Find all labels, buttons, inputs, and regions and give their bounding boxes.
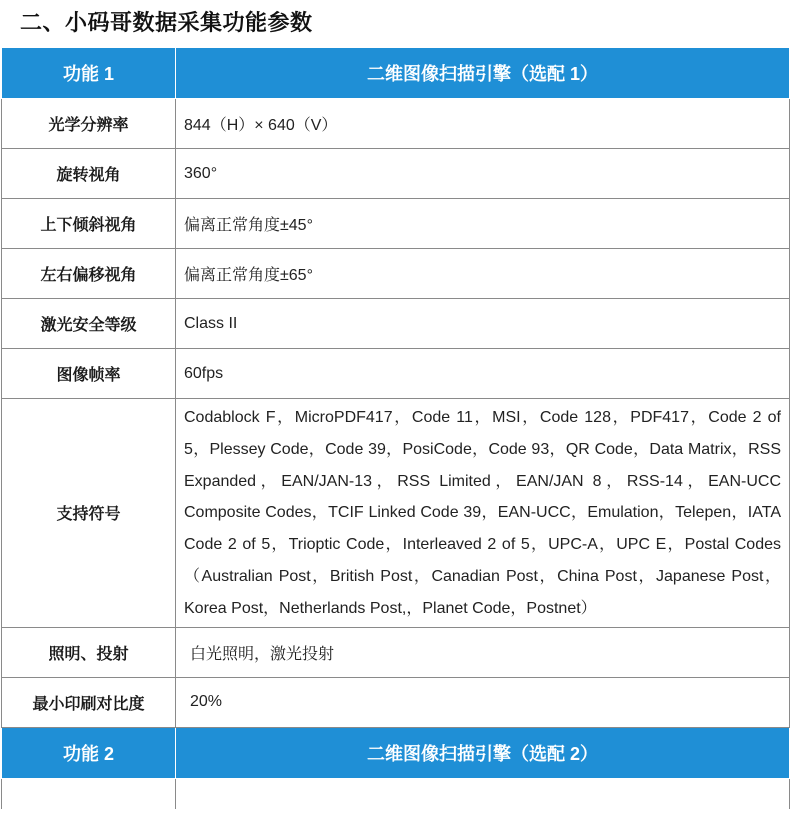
spec-label: 激光安全等级 bbox=[2, 299, 176, 349]
spec-value: 白光照明，激光投射 bbox=[176, 627, 790, 677]
spec-value: 360° bbox=[176, 149, 790, 199]
section-2-header-value: 二维图像扫描引擎（选配 2） bbox=[176, 727, 790, 778]
spec-label-empty bbox=[2, 778, 176, 809]
table-row-pitch-angle bbox=[2, 199, 790, 249]
table-row-rotation-angle bbox=[2, 149, 790, 199]
spec-value: 20% bbox=[176, 677, 790, 727]
section-1-header-value: 二维图像扫描引擎（选配 1） bbox=[176, 48, 790, 99]
spec-label: 上下倾斜视角 bbox=[2, 199, 176, 249]
spec-value: Class II bbox=[176, 299, 790, 349]
table-row-laser-safety bbox=[2, 299, 790, 349]
page-title: 二、小码哥数据采集功能参数 bbox=[20, 10, 313, 35]
section-2-header bbox=[2, 727, 790, 778]
spec-value-empty bbox=[176, 778, 790, 809]
spec-value: 844（H）× 640（V） bbox=[176, 99, 790, 149]
table-row-illumination bbox=[2, 627, 790, 677]
section-1-header bbox=[2, 48, 790, 99]
spec-value: Codablock F，MicroPDF417，Code 11，MSI，Code 128，PDF417，Code 2 of 5，Plessey Code，Code 39，PosiCode，Code 93，QR Code，Data Matrix，RSS Expanded，EAN/JAN-13，RSS Limited，EAN/JAN 8，RSS-14，EAN-UCC Composite Codes，TCIF Linked Code 39，EAN-UCC，Emulation，Telepen，IATA Code 2 of 5，Trioptic Code，Interleaved 2 of 5，UPC-A，UPC E，Postal Codes（Australian Post，British Post，Canadian Post，China Post，Japanese Post，Korea Post，Netherlands Post,，Planet Code，Postnet） bbox=[176, 399, 790, 628]
table-row-supported-symbologies bbox=[2, 399, 790, 628]
spec-label: 旋转视角 bbox=[2, 149, 176, 199]
section-1-header-label: 功能 1 bbox=[2, 48, 176, 99]
spec-table bbox=[1, 47, 790, 809]
spec-label: 照明、投射 bbox=[2, 627, 176, 677]
table-row-optical-resolution bbox=[2, 99, 790, 149]
spec-value: 偏离正常角度±65° bbox=[176, 249, 790, 299]
spec-label: 左右偏移视角 bbox=[2, 249, 176, 299]
table-row-skew-angle bbox=[2, 249, 790, 299]
spec-label: 图像帧率 bbox=[2, 349, 176, 399]
table-row-frame-rate bbox=[2, 349, 790, 399]
spec-label: 支持符号 bbox=[2, 399, 176, 628]
spec-value: 偏离正常角度±45° bbox=[176, 199, 790, 249]
table-row-partial bbox=[2, 778, 790, 809]
table-row-min-print-contrast bbox=[2, 677, 790, 727]
spec-value: 60fps bbox=[176, 349, 790, 399]
section-2-header-label: 功能 2 bbox=[2, 727, 176, 778]
spec-label: 光学分辨率 bbox=[2, 99, 176, 149]
spec-label: 最小印刷对比度 bbox=[2, 677, 176, 727]
